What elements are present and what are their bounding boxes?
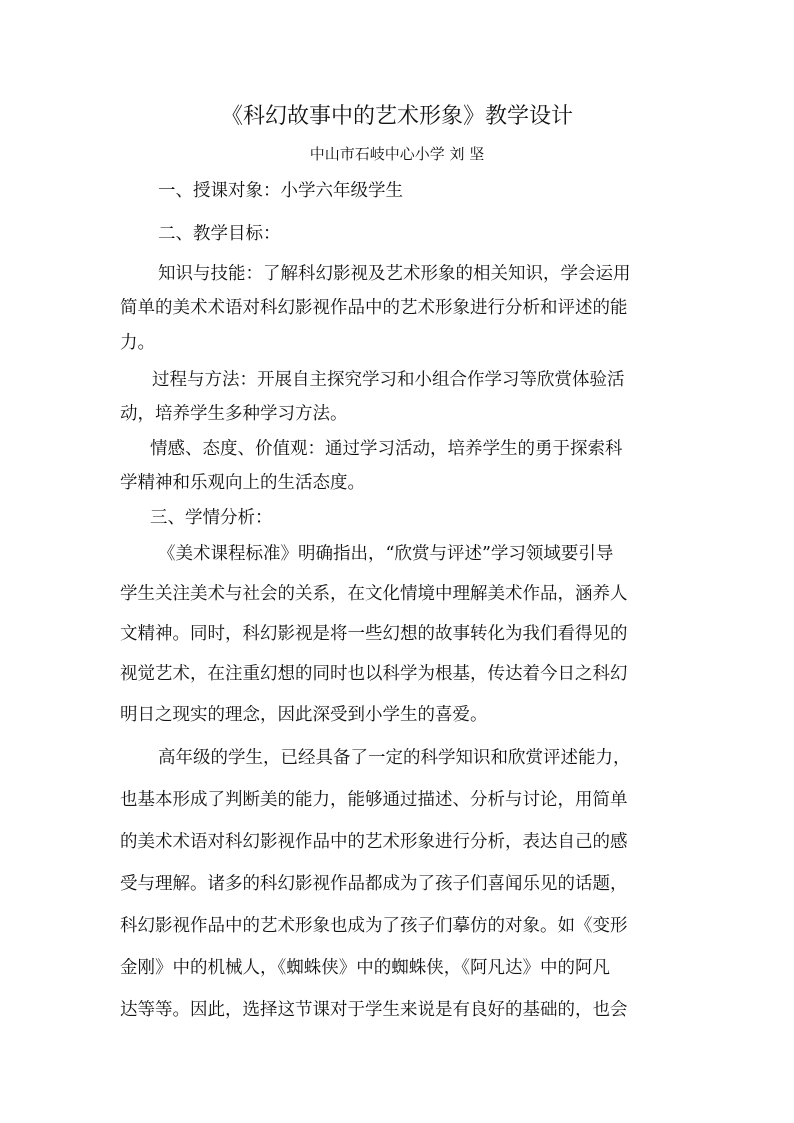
- section-heading-goals: 二、教学目标：: [158, 224, 281, 244]
- section-heading-audience: 一、授课对象：小学六年级学生: [158, 181, 403, 201]
- paragraph-line: 也基本形成了判断美的能力，能够通过描述、分析与讨论，用简单: [120, 790, 628, 810]
- paragraph-line: 金刚》中的机械人，《蜘蛛侠》中的蜘蛛侠，《阿凡达》中的阿凡: [120, 958, 610, 978]
- paragraph-line: 力。: [120, 333, 155, 353]
- paragraph-line: 过程与方法：开展自主探究学习和小组合作学习等欣赏体验活: [152, 370, 625, 390]
- section-heading-analysis: 三、学情分析：: [150, 508, 273, 528]
- paragraph-line: 高年级的学生，已经具备了一定的科学知识和欣赏评述能力，: [158, 748, 631, 768]
- paragraph-line: 简单的美术术语对科幻影视作品中的艺术形象进行分析和评述的能: [120, 298, 628, 318]
- paragraph-line: 视觉艺术，在注重幻想的同时也以科学为根基，传达着今日之科幻: [120, 664, 628, 684]
- paragraph-line: 明日之现实的理念，因此深受到小学生的喜爱。: [120, 705, 488, 725]
- paragraph-line: 的美术术语对科幻影视作品中的艺术形象进行分析，表达自己的感: [120, 832, 628, 852]
- paragraph-line: 《美术课程标准》明确指出，“欣赏与评述”学习领域要引导: [158, 544, 614, 564]
- document-title: 《科幻故事中的艺术形象》教学设计: [220, 104, 573, 129]
- paragraph-line: 达等等。因此，选择这节课对于学生来说是有良好的基础的，也会: [120, 1000, 628, 1020]
- paragraph-line: 文精神。同时，科幻影视是将一些幻想的故事转化为我们看得见的: [120, 624, 628, 644]
- paragraph-line: 学生关注美术与社会的关系，在文化情境中理解美术作品，涵养人: [120, 584, 628, 604]
- paragraph-line: 知识与技能：了解科幻影视及艺术形象的相关知识，学会运用: [158, 264, 631, 284]
- author-line: 中山市石岐中心小学 刘 坚: [309, 145, 485, 163]
- paragraph-line: 动，培养学生多种学习方法。: [120, 404, 348, 424]
- paragraph-line: 情感、态度、价值观：通过学习活动，培养学生的勇于探索科: [150, 439, 623, 459]
- paragraph-line: 科幻影视作品中的艺术形象也成为了孩子们摹仿的对象。如《变形: [120, 916, 628, 936]
- paragraph-line: 学精神和乐观向上的生活态度。: [120, 473, 365, 493]
- paragraph-line: 受与理解。诸多的科幻影视作品都成为了孩子们喜闻乐见的话题，: [120, 874, 628, 894]
